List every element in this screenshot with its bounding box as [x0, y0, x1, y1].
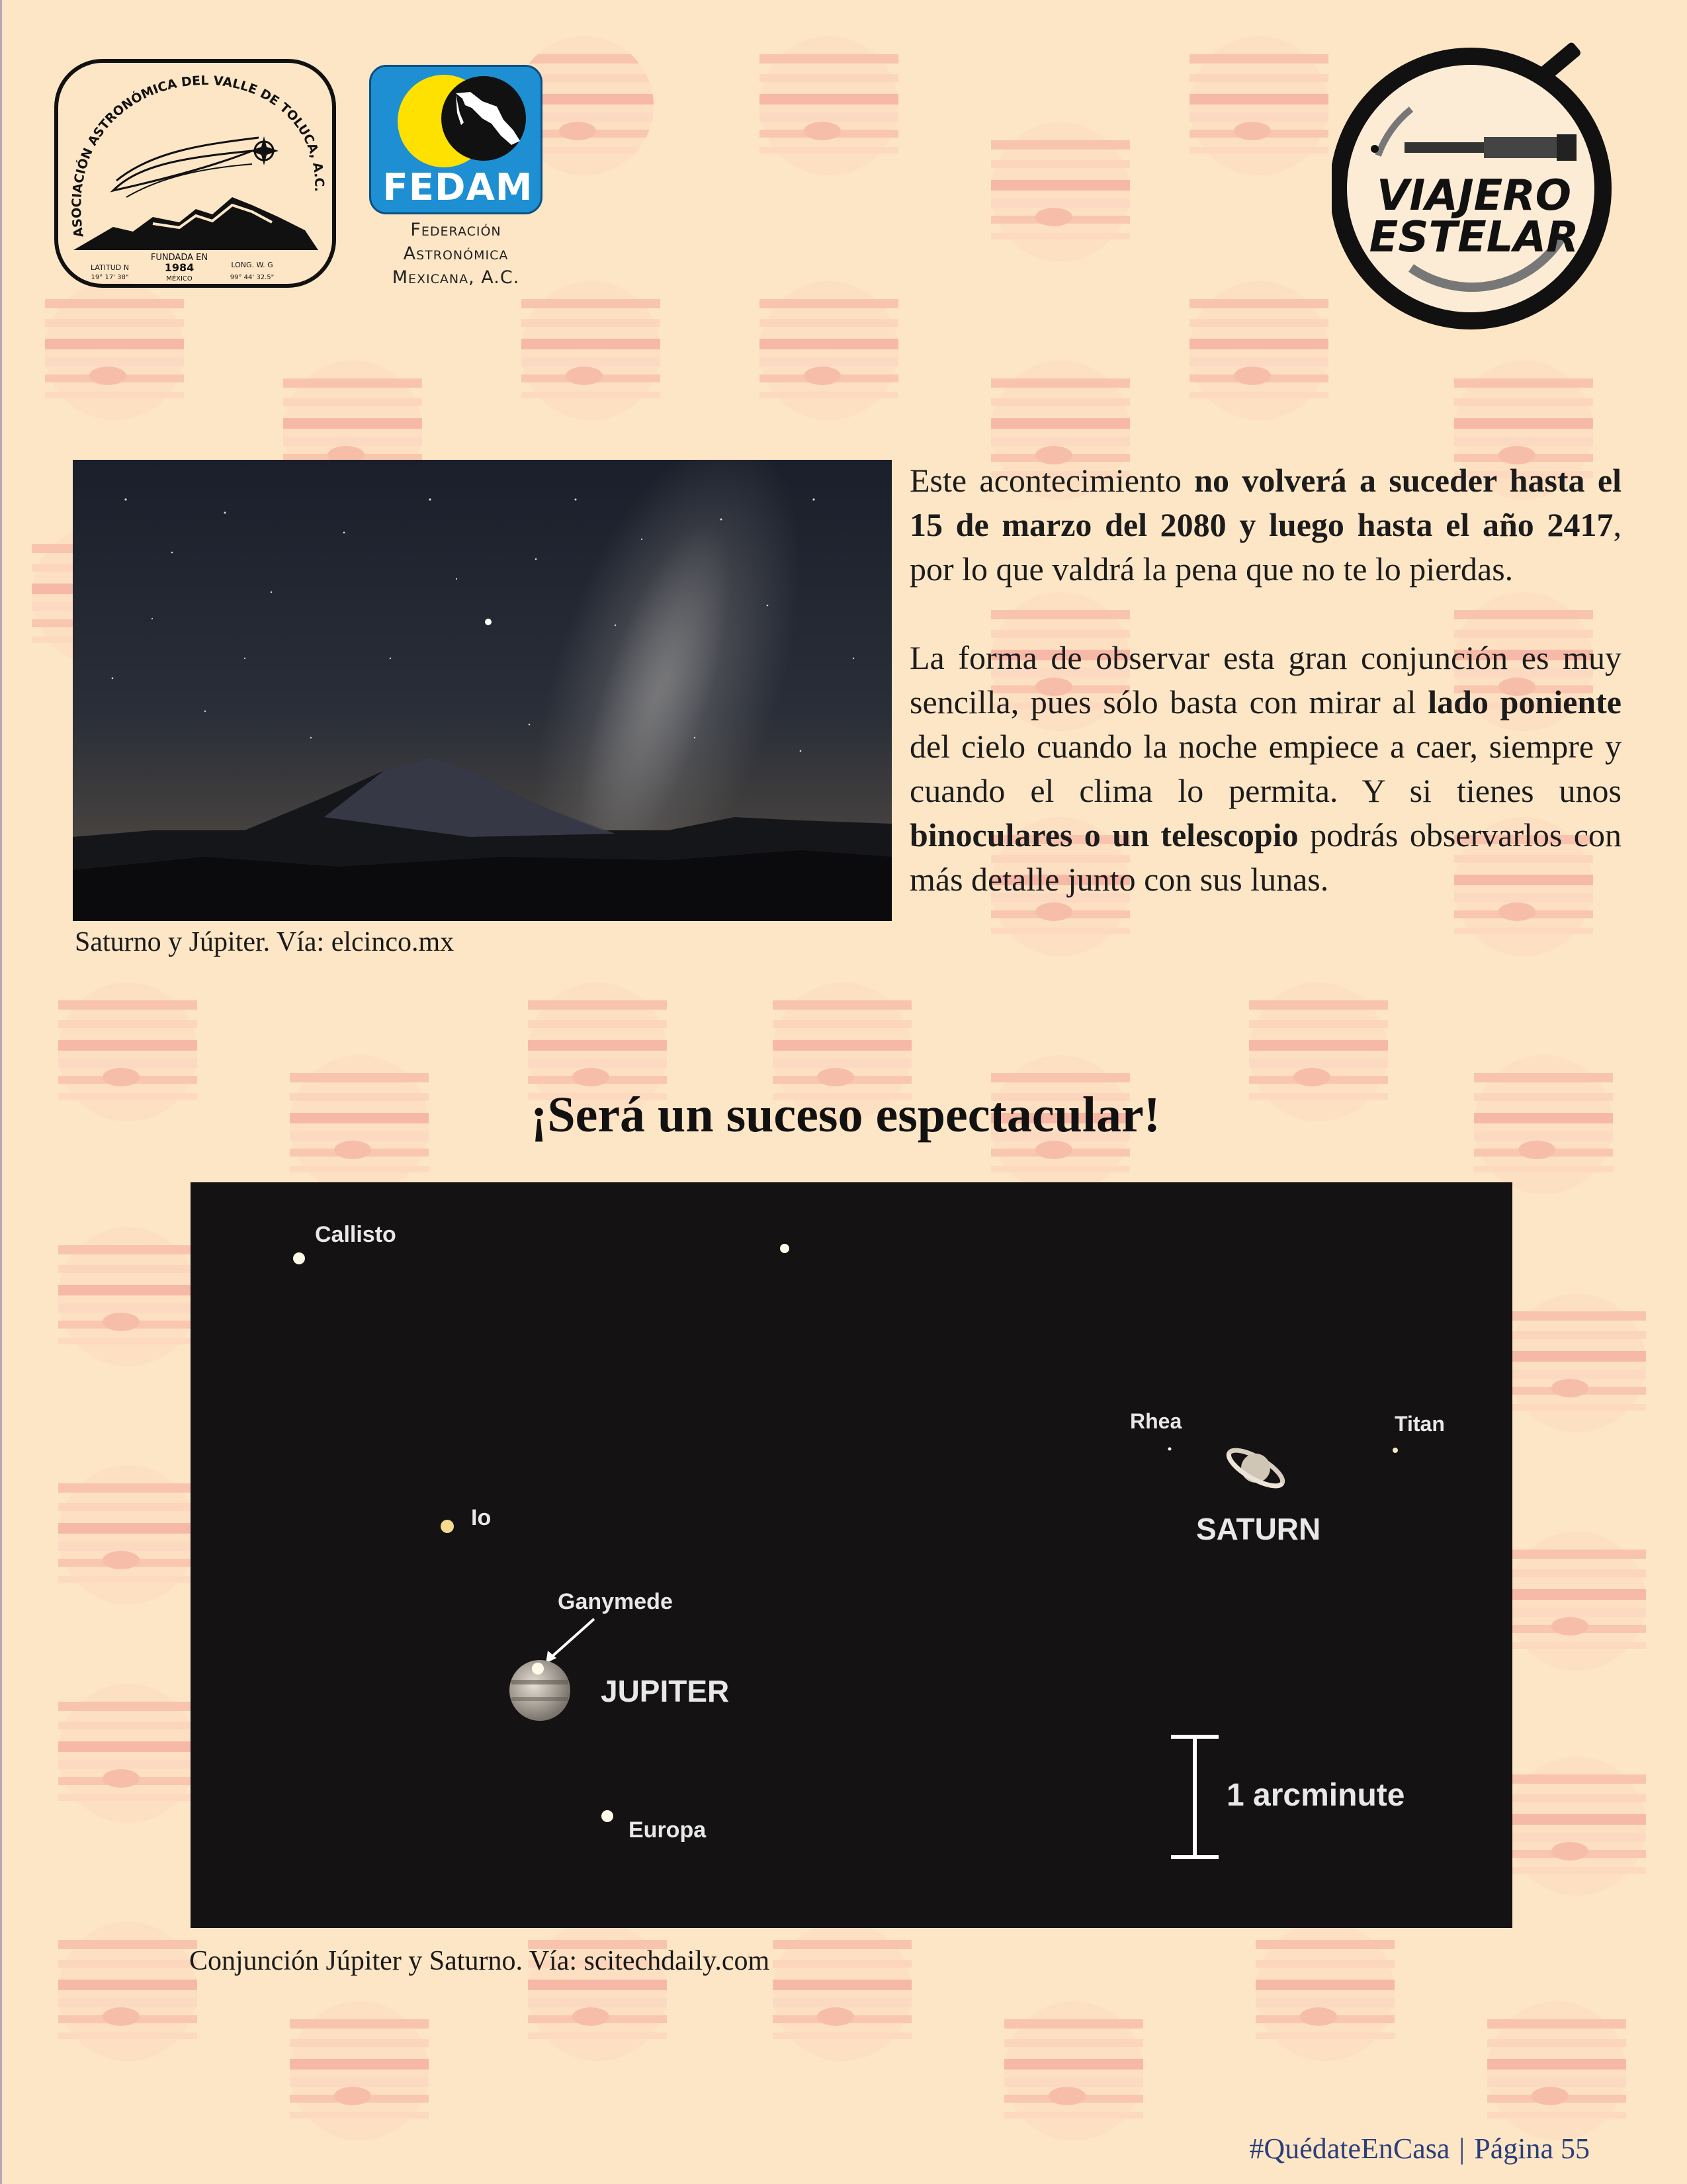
diagram-caption: Conjunción Júpiter y Saturno. Vía: scitechdaily.com: [189, 1946, 770, 1976]
io-label: Io: [471, 1505, 492, 1530]
jupiter-planet: [509, 1660, 570, 1721]
hashtag-link[interactable]: #QuédateEnCasa: [1249, 2132, 1450, 2165]
scale-label: 1 arcminute: [1227, 1778, 1405, 1813]
fedam-line1: Federación: [410, 220, 501, 240]
ganymede-pointer: [551, 1619, 594, 1657]
ganymede-label: Ganymede: [558, 1589, 673, 1614]
rhea-moon: [1168, 1448, 1172, 1451]
viajero-line2: ESTELAR: [1369, 213, 1579, 262]
saturn-planet: [1222, 1440, 1289, 1496]
avt-founded: FUNDADA EN: [150, 253, 208, 263]
avt-lat-label: LATITUD N: [91, 263, 129, 272]
titan-moon: [1393, 1448, 1398, 1453]
io-moon: [441, 1520, 454, 1533]
avt-lat-value: 19° 17' 38": [91, 274, 129, 281]
p1-bold: no volverá a suceder hasta el 15 de marzo del 2080 y luego hasta el año 2417: [910, 462, 1622, 543]
fedam-name: FEDAM: [382, 166, 533, 209]
callisto-label: Callisto: [315, 1222, 396, 1247]
callisto-moon: [293, 1252, 305, 1264]
europa-label: Europa: [628, 1817, 707, 1843]
jupiter-label: JUPITER: [601, 1674, 730, 1708]
background-star: [780, 1244, 789, 1253]
fedam-badge: [369, 65, 542, 214]
p2-text-c: del cielo cuando la noche empiece a caer, siempre y cuando el clima lo permita. Y si tienes unos: [910, 728, 1622, 809]
paragraph-1: [910, 459, 1622, 591]
avt-year: 1984: [164, 261, 195, 274]
paragraph-2: [910, 636, 1622, 902]
conjunction-diagram: [191, 1182, 1512, 1928]
p2-bold-equipment: binoculares o un telescopio: [910, 816, 1299, 853]
avt-arc-text: ASOCIACIÓN ASTRONÓMICA DEL VALLE DE TOLUCA, A.C.: [69, 73, 327, 239]
saturn-label: SATURN: [1196, 1512, 1321, 1546]
p2-bold-direction: lado poniente: [1428, 683, 1622, 721]
p2-text-a: La forma de observar esta gran conjunción es muy sencilla, pues sólo basta con mirar al: [910, 639, 1622, 721]
avt-country: MÉXICO: [166, 275, 193, 283]
photo1-caption: Saturno y Júpiter. Vía: elcinco.mx: [75, 927, 454, 957]
avt-long-value: 99° 44' 32.5": [230, 274, 275, 281]
scale-bar: [1171, 1737, 1219, 1857]
fedam-logo: [369, 65, 544, 290]
night-sky-photo: [73, 460, 892, 921]
fedam-line3: Mexicana, A.C.: [392, 267, 520, 288]
avt-association-logo: [54, 58, 338, 290]
p1-text-c: , por lo que valdrá la pena que no te lo pierdas.: [910, 506, 1622, 588]
p1-text-a: Este acontecimiento: [910, 462, 1195, 499]
europa-moon: [601, 1810, 613, 1822]
eclipse-mexico-icon: [371, 67, 542, 173]
article-body: [910, 459, 1622, 946]
titan-label: Titan: [1395, 1412, 1445, 1436]
fedam-line2: Astronómica: [403, 243, 509, 264]
footer-separator: |: [1459, 2132, 1465, 2165]
page-number: Página 55: [1474, 2132, 1590, 2165]
fedam-full-name: [356, 218, 556, 290]
headline: ¡Será un suceso espectacular!: [531, 1087, 1160, 1143]
viajero-estelar-logo: [1332, 36, 1623, 334]
viajero-line1: VIAJERO: [1376, 171, 1572, 220]
p2-text-e: podrás observarlos con más detalle junto con sus lunas.: [910, 816, 1622, 898]
rhea-label: Rhea: [1130, 1409, 1182, 1433]
avt-long-label: LONG. W. G: [231, 261, 273, 269]
page-footer: [1193, 2132, 1590, 2165]
